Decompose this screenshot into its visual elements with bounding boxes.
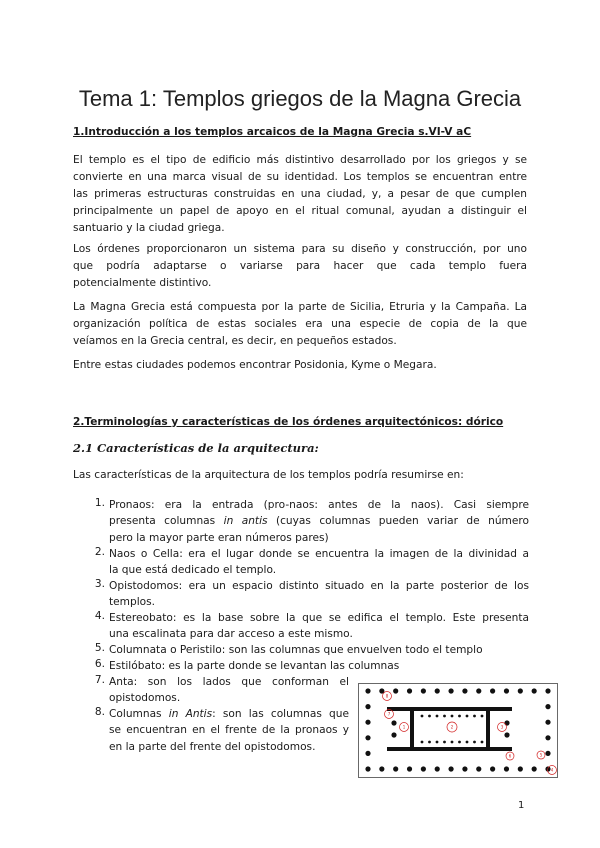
cella-column — [436, 715, 439, 718]
list-number: 5. — [94, 642, 105, 654]
antis-column — [391, 732, 396, 737]
p1-line-5: santuario y la ciudad griega. — [73, 222, 225, 234]
peristyle-column — [545, 720, 550, 725]
list-line: se encuentran en el frente de la pronaos y — [109, 724, 349, 737]
peristyle-column — [365, 704, 370, 709]
figure-label: 4 — [550, 767, 554, 773]
south-wall — [387, 747, 512, 751]
list-line-part: presenta columnas — [109, 515, 224, 528]
p2-line-3: potencialmente distintivo. — [73, 277, 212, 289]
cella-column — [458, 715, 461, 718]
list-line: Opistodomos: era un espacio distinto situado en la parte posterior de los — [109, 580, 529, 592]
cella-column — [428, 715, 431, 718]
figure-label: 5 — [539, 752, 543, 758]
cella-column — [481, 741, 484, 744]
figure-label: 1 — [402, 724, 406, 730]
opisthodomos-cross-wall — [486, 707, 490, 751]
paragraph-1 — [73, 152, 527, 237]
peristyle-column — [448, 688, 453, 693]
list-number: 7. — [94, 674, 105, 686]
antis-column — [504, 732, 509, 737]
p1-line-2: convierte en una marca visual de su identidad. Los templos se encuentran entre — [73, 171, 527, 183]
cella-column — [473, 715, 476, 718]
list-number: 6. — [94, 658, 105, 670]
cella-column — [473, 741, 476, 744]
peristyle-column — [532, 688, 537, 693]
list-line: la que está dedicado el templo. — [109, 564, 277, 577]
peristyle-column — [490, 766, 495, 771]
list-line: Estereobato: es la base sobre la que se edifica el templo. Este presenta — [109, 612, 529, 624]
cella-column — [428, 741, 431, 744]
peristyle-column — [476, 766, 481, 771]
p1-line-3: las primeras estructuras construidas en una ciudad, y, a pesar de que cumplen — [73, 188, 527, 200]
list-number: 3. — [94, 578, 105, 590]
page-number: 1 — [518, 800, 525, 811]
list-number: 2. — [94, 546, 105, 558]
peristyle-column — [435, 688, 440, 693]
list-line — [109, 706, 349, 722]
peristyle-column — [407, 766, 412, 771]
list-line: Estilóbato: es la parte donde se levantan las columnas — [109, 660, 400, 672]
peristyle-column — [545, 735, 550, 740]
list-line-italic: in antis — [223, 515, 268, 528]
paragraph-4 — [73, 357, 527, 374]
peristyle-column — [393, 688, 398, 693]
list-line: en la parte del frente del opistodomos. — [109, 740, 316, 753]
peristyle-column — [532, 766, 537, 771]
list-line-part: (cuyas columnas pueden variar de número — [267, 515, 529, 528]
peristyle-column — [435, 766, 440, 771]
figure-label: 7 — [387, 711, 391, 717]
peristyle-column — [476, 688, 481, 693]
section-1-heading: 1.Introducción a los templos arcaicos de la Magna Grecia s.VI-V aC — [73, 126, 472, 138]
p3-line-2: organización política de estas sociales era una especie de copia de la que — [73, 318, 527, 330]
cella-column — [443, 715, 446, 718]
peristyle-column — [490, 688, 495, 693]
peristyle-column — [365, 751, 370, 756]
peristyle-column — [545, 704, 550, 709]
list-line: opistodomos. — [109, 692, 181, 705]
peristyle-column — [545, 751, 550, 756]
page-title: Tema 1: Templos griegos de la Magna Grecia — [78, 86, 522, 111]
subsection-heading: 2.1 Características de la arquitectura: — [73, 441, 319, 455]
p3-line-3: veíamos en la Grecia central, es decir, en pequeños estados. — [73, 335, 397, 347]
figure-frame — [359, 684, 558, 778]
north-wall — [387, 707, 512, 711]
intro-paragraph — [73, 467, 527, 484]
paragraph-2 — [73, 241, 527, 292]
peristyle-column — [448, 766, 453, 771]
antis-column — [504, 720, 509, 725]
peristyle-column — [365, 766, 370, 771]
list-line: templos. — [109, 596, 156, 609]
peristyle-column — [504, 766, 509, 771]
cella-column — [443, 741, 446, 744]
cella-column — [458, 741, 461, 744]
figure-label: 6 — [508, 753, 512, 759]
cella-column — [466, 715, 469, 718]
list-line: Pronaos: era la entrada (pro-naos: antes de la naos). Casi siempre — [109, 499, 529, 511]
list-line: Anta: son los lados que conforman el — [109, 676, 349, 688]
cella-column — [436, 741, 439, 744]
p2-line-2: que podría adaptarse o variarse para hacer que cada templo fuera — [73, 260, 527, 272]
peristyle-column — [407, 688, 412, 693]
figure-label: 2 — [450, 724, 454, 730]
peristyle-column — [518, 688, 523, 693]
list-line: Columnata o Peristilo: son las columnas que envuelven todo el templo — [109, 644, 483, 656]
list-line-part: Columnas — [109, 708, 169, 720]
cella-column — [421, 741, 424, 744]
cella-column — [421, 715, 424, 718]
peristyle-column — [518, 766, 523, 771]
temple-floor-plan — [358, 683, 558, 778]
peristyle-column — [379, 766, 384, 771]
list-line-part: : son las columnas que — [212, 708, 349, 720]
list-number: 1. — [94, 497, 105, 509]
list-line: una escalinata para dar acceso a este mismo. — [109, 628, 353, 641]
cella-column — [451, 715, 454, 718]
cella-column — [481, 715, 484, 718]
figure-label: 8 — [385, 693, 389, 699]
list-number: 4. — [94, 610, 105, 622]
cella-column — [451, 741, 454, 744]
peristyle-column — [545, 688, 550, 693]
p1-line-4: principalmente un papel de apoyo en el ritual comunal, ayudan a distinguir el — [73, 205, 527, 217]
peristyle-column — [421, 688, 426, 693]
peristyle-column — [365, 720, 370, 725]
p1-line-1: El templo es el tipo de edificio más distintivo desarrollado por los griegos y se — [73, 154, 527, 166]
intro-line: Las características de la arquitectura de los templos podría resumirse en: — [73, 469, 464, 481]
peristyle-column — [365, 688, 370, 693]
peristyle-column — [462, 688, 467, 693]
list-number: 8. — [94, 706, 105, 718]
p2-line-1: Los órdenes proporcionaron un sistema para su diseño y construcción, por uno — [73, 243, 527, 255]
list-line: Naos o Cella: era el lugar donde se encuentra la imagen de la divinidad a — [109, 548, 529, 560]
antis-column — [391, 720, 396, 725]
peristyle-column — [393, 766, 398, 771]
list-line — [109, 513, 529, 529]
peristyle-column — [462, 766, 467, 771]
list-line-italic: in Antis — [168, 708, 213, 720]
peristyle-column — [421, 766, 426, 771]
figure-label: 3 — [500, 724, 504, 730]
p3-line-1: La Magna Grecia está compuesta por la parte de Sicilia, Etruria y la Campaña. La — [73, 301, 527, 313]
peristyle-column — [504, 688, 509, 693]
paragraph-3 — [73, 299, 527, 350]
p4-line-1: Entre estas ciudades podemos encontrar Posidonia, Kyme o Megara. — [73, 359, 437, 371]
list-line: pero la mayor parte eran números pares) — [109, 531, 329, 544]
peristyle-column — [365, 735, 370, 740]
pronaos-cross-wall — [410, 707, 414, 751]
cella-column — [466, 741, 469, 744]
section-2-heading: 2.Terminologías y características de los órdenes arquitectónicos: dórico — [73, 416, 504, 428]
